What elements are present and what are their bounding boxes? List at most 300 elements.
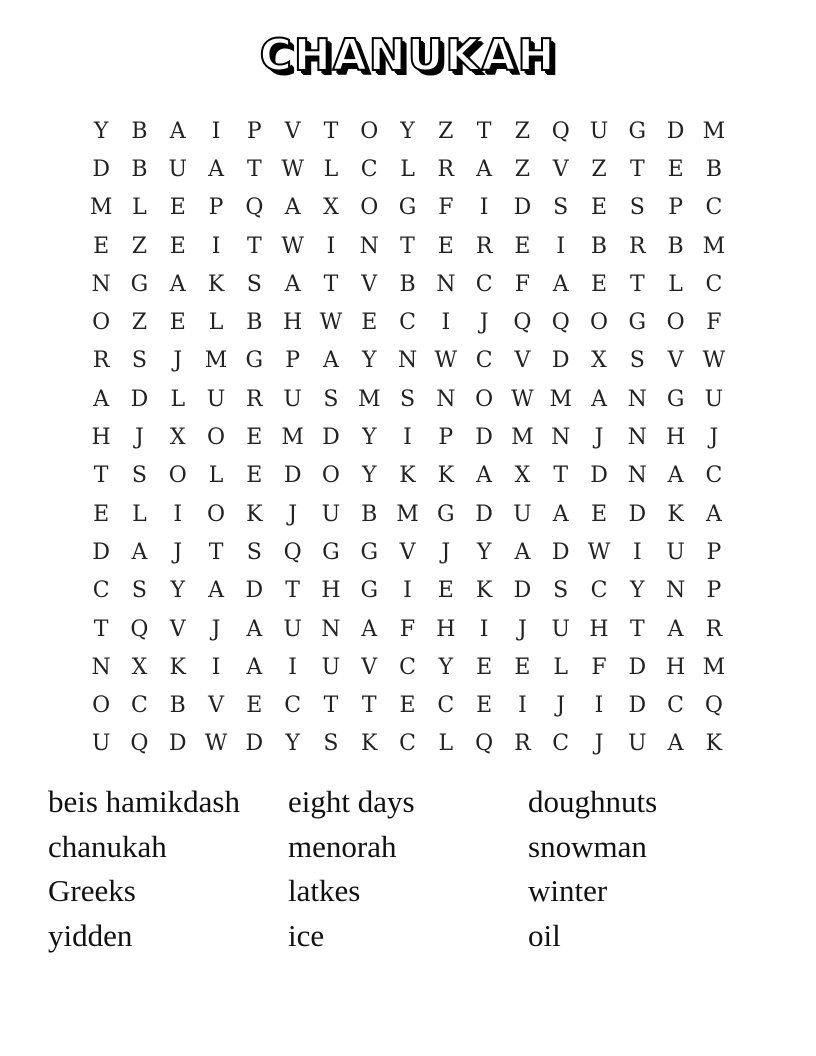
grid-letter: D <box>92 539 110 565</box>
grid-letter: W <box>281 156 304 182</box>
grid-letter: V <box>514 348 531 374</box>
grid-letter: L <box>438 731 454 757</box>
grid-letter: Y <box>361 463 377 489</box>
grid-letter: C <box>705 195 723 221</box>
grid-letter: F <box>591 654 607 680</box>
grid-letter: Y <box>93 118 109 144</box>
grid-letter: N <box>321 616 341 642</box>
grid-letter: I <box>518 693 527 719</box>
grid-letter: Q <box>513 310 532 336</box>
grid-letter: B <box>399 271 416 297</box>
grid-letter: I <box>211 118 221 144</box>
grid-letter: D <box>628 654 647 680</box>
grid-letter: J <box>709 425 719 451</box>
grid-letter: A <box>208 156 224 182</box>
grid-letter: B <box>361 501 378 527</box>
word-list-item: menorah <box>288 828 397 864</box>
grid-letter: C <box>667 693 685 719</box>
grid-letter: Z <box>131 233 148 259</box>
grid-letter: W <box>511 386 534 412</box>
grid-letter: C <box>92 578 110 604</box>
grid-letter: G <box>666 386 685 412</box>
grid-letter: J <box>594 425 604 451</box>
grid-letter: N <box>359 233 379 259</box>
grid-letter: U <box>589 118 609 144</box>
word-list-item: eight days <box>288 784 415 819</box>
grid-letter: A <box>705 501 722 527</box>
grid-letter: H <box>436 616 456 642</box>
grid-letter: E <box>361 310 378 336</box>
grid-letter: L <box>132 195 147 221</box>
grid-letter: X <box>131 654 148 680</box>
grid-letter: J <box>594 731 604 757</box>
grid-letter: Y <box>170 578 185 604</box>
grid-letter: A <box>591 386 607 412</box>
grid-letter: B <box>667 233 684 259</box>
grid-letter: B <box>131 118 148 144</box>
grid-letter: D <box>130 386 149 412</box>
grid-letter: R <box>246 386 263 412</box>
grid-letter: Q <box>245 195 264 221</box>
grid-letter: V <box>169 616 186 642</box>
grid-letter: A <box>322 348 339 374</box>
grid-letter: G <box>437 501 455 527</box>
grid-letter: G <box>245 348 264 374</box>
grid-letter: C <box>475 271 493 297</box>
grid-letter: O <box>666 310 685 336</box>
word-list-item: chanukah <box>48 828 167 864</box>
grid-letter: K <box>207 271 225 297</box>
word-list <box>48 780 768 958</box>
grid-letter: D <box>513 195 532 221</box>
grid-letter: T <box>476 118 492 144</box>
grid-letter: J <box>135 425 144 451</box>
word-list-item: winter <box>528 873 608 908</box>
grid-letter: S <box>553 195 569 221</box>
grid-letter: R <box>629 233 646 259</box>
grid-letter: C <box>437 693 455 719</box>
grid-letter: K <box>169 654 186 680</box>
grid-letter: N <box>627 463 647 489</box>
grid-letter: K <box>437 463 455 489</box>
grid-letter: I <box>403 425 412 451</box>
grid-letter: L <box>208 463 224 489</box>
grid-letter: Y <box>630 578 645 604</box>
grid-letter: D <box>475 501 493 527</box>
grid-letter: E <box>93 501 110 527</box>
grid-letter: M <box>549 386 572 412</box>
grid-letter: C <box>284 693 302 719</box>
word-list-item: ice <box>288 917 325 953</box>
grid-letter: T <box>208 539 224 565</box>
grid-letter: S <box>131 348 147 374</box>
word-list-item: oil <box>528 917 561 953</box>
grid-letter: O <box>168 463 187 489</box>
grid-letter: I <box>211 233 221 259</box>
grid-letter: E <box>246 693 263 719</box>
grid-letter: T <box>246 156 262 182</box>
grid-letter: D <box>666 118 685 144</box>
grid-letter: Z <box>514 156 531 182</box>
grid-letter: U <box>704 386 724 412</box>
grid-letter: D <box>475 425 493 451</box>
word-list-item: latkes <box>288 873 361 908</box>
grid-letter: T <box>285 578 300 604</box>
grid-letter: S <box>131 463 147 489</box>
grid-letter: D <box>628 693 647 719</box>
grid-letter: P <box>438 425 454 451</box>
grid-letter: C <box>399 731 416 757</box>
grid-letter: H <box>589 616 609 642</box>
grid-letter: A <box>514 539 531 565</box>
grid-letter: Q <box>283 539 302 565</box>
grid-letter: I <box>441 310 451 336</box>
grid-letter: A <box>476 156 493 182</box>
word-list-item: beis hamikdash <box>48 784 240 819</box>
grid-letter: I <box>479 616 489 642</box>
grid-letter: F <box>399 616 416 642</box>
grid-letter: U <box>283 386 302 412</box>
grid-letter: A <box>169 271 186 297</box>
grid-letter: O <box>92 693 111 719</box>
grid-letter: V <box>399 539 416 565</box>
grid-letter: O <box>207 425 226 451</box>
grid-letter: Z <box>438 118 454 144</box>
grid-letter: O <box>589 310 609 336</box>
grid-letter: K <box>705 731 723 757</box>
grid-letter: D <box>322 425 340 451</box>
grid-letter: D <box>590 463 608 489</box>
grid-letter: A <box>208 578 224 604</box>
grid-letter: E <box>169 233 186 259</box>
grid-letter: Z <box>514 118 531 144</box>
grid-letter: Q <box>704 693 723 719</box>
grid-letter: C <box>399 654 416 680</box>
grid-letter: E <box>590 271 608 297</box>
grid-letter: F <box>706 310 722 336</box>
grid-letter: V <box>667 348 684 374</box>
grid-letter: S <box>131 578 147 604</box>
grid-letter: O <box>207 501 226 527</box>
grid-letter: X <box>514 463 531 489</box>
grid-letter: S <box>246 271 262 297</box>
grid-letter: Y <box>361 425 377 451</box>
grid-letter: N <box>627 425 647 451</box>
grid-letter: V <box>552 156 569 182</box>
grid-letter: E <box>437 578 454 604</box>
grid-letter: J <box>556 693 566 719</box>
grid-letter: D <box>245 731 264 757</box>
grid-letter: C <box>131 693 148 719</box>
grid-letter: S <box>553 578 569 604</box>
grid-letter: T <box>323 693 339 719</box>
grid-letter: X <box>323 195 339 221</box>
grid-letter: I <box>479 195 489 221</box>
grid-letter: B <box>590 233 608 259</box>
grid-letter: L <box>400 156 415 182</box>
grid-letter: I <box>556 233 566 259</box>
grid-letter: S <box>399 386 416 412</box>
grid-letter: C <box>590 578 608 604</box>
grid-letter: D <box>513 578 532 604</box>
grid-letter: N <box>627 386 647 412</box>
grid-letter: C <box>475 348 493 374</box>
grid-letter: R <box>475 233 493 259</box>
grid-letter: U <box>206 386 226 412</box>
grid-letter: F <box>514 271 531 297</box>
grid-letter: T <box>400 233 415 259</box>
grid-letter: L <box>170 386 186 412</box>
grid-letter: J <box>211 616 221 642</box>
page-title: CHANUKAH <box>259 30 557 81</box>
grid-letter: E <box>514 233 531 259</box>
grid-letter: B <box>169 693 186 719</box>
grid-letter: G <box>360 578 379 604</box>
grid-letter: E <box>590 195 608 221</box>
grid-letter: E <box>246 463 263 489</box>
grid-letter: U <box>513 501 532 527</box>
grid-letter: H <box>283 310 303 336</box>
grid-letter: P <box>706 578 722 604</box>
grid-letter: E <box>169 195 186 221</box>
grid-letter: W <box>319 310 343 336</box>
grid-letter: U <box>168 156 188 182</box>
grid-letter: T <box>323 271 339 297</box>
grid-letter: H <box>321 578 341 604</box>
grid-letter: Q <box>551 118 570 144</box>
grid-letter: H <box>666 425 686 451</box>
grid-letter: R <box>437 156 455 182</box>
grid-letter: Q <box>551 310 570 336</box>
grid-letter: V <box>361 271 378 297</box>
grid-letter: E <box>514 654 531 680</box>
letter-grid <box>82 112 734 763</box>
grid-letter: I <box>211 654 221 680</box>
grid-letter: L <box>668 271 683 297</box>
grid-letter: A <box>667 463 684 489</box>
grid-letter: D <box>245 578 264 604</box>
grid-letter: A <box>667 731 684 757</box>
grid-letter: T <box>629 156 645 182</box>
grid-letter: N <box>397 348 418 374</box>
grid-letter: O <box>475 386 494 412</box>
grid-letter: W <box>434 348 458 374</box>
grid-letter: E <box>476 654 493 680</box>
grid-letter: N <box>91 654 111 680</box>
grid-letter: E <box>667 156 684 182</box>
grid-letter: D <box>628 501 647 527</box>
grid-letter: D <box>168 731 187 757</box>
grid-letter: T <box>553 463 569 489</box>
grid-letter: G <box>360 539 379 565</box>
grid-letter: H <box>91 425 111 451</box>
grid-letter: V <box>284 118 301 144</box>
grid-letter: Y <box>400 118 415 144</box>
grid-letter: T <box>93 463 109 489</box>
grid-letter: K <box>475 578 493 604</box>
grid-letter: J <box>173 539 183 565</box>
grid-letter: V <box>208 693 224 719</box>
grid-letter: K <box>667 501 684 527</box>
grid-letter: T <box>93 616 109 642</box>
grid-letter: T <box>629 616 645 642</box>
grid-letter: Y <box>361 348 377 374</box>
grid-letter: O <box>360 195 379 221</box>
grid-letter: K <box>246 501 263 527</box>
grid-letter: X <box>591 348 607 374</box>
grid-letter: L <box>323 156 339 182</box>
grid-letter: I <box>403 578 412 604</box>
grid-letter: N <box>551 425 571 451</box>
word-list-item: yidden <box>48 917 133 953</box>
grid-letter: P <box>706 539 722 565</box>
grid-letter: P <box>668 195 683 221</box>
grid-letter: C <box>705 463 723 489</box>
grid-letter: R <box>705 616 723 642</box>
grid-letter: T <box>323 118 339 144</box>
grid-letter: U <box>283 616 302 642</box>
grid-letter: M <box>511 425 534 451</box>
grid-letter: M <box>702 654 726 680</box>
grid-letter: M <box>396 501 419 527</box>
grid-letter: A <box>93 386 110 412</box>
grid-letter: W <box>702 348 726 374</box>
grid-letter: K <box>399 463 416 489</box>
grid-letter: M <box>702 118 726 144</box>
grid-letter: P <box>285 348 301 374</box>
grid-letter: Y <box>476 539 492 565</box>
grid-letter: A <box>667 616 684 642</box>
grid-letter: I <box>326 233 336 259</box>
word-list-item: doughnuts <box>528 784 658 819</box>
grid-letter: A <box>284 271 301 297</box>
grid-letter: O <box>321 463 340 489</box>
grid-letter: L <box>553 654 569 680</box>
grid-letter: L <box>132 501 147 527</box>
grid-letter: U <box>551 616 570 642</box>
grid-letter: T <box>246 233 262 259</box>
grid-letter: U <box>628 731 647 757</box>
grid-letter: M <box>204 348 228 374</box>
grid-letter: A <box>552 271 569 297</box>
grid-letter: E <box>246 425 263 451</box>
grid-letter: S <box>629 195 645 221</box>
grid-letter: I <box>594 693 604 719</box>
grid-letter: J <box>441 539 451 565</box>
grid-letter: U <box>321 654 341 680</box>
grid-letter: Y <box>438 654 454 680</box>
word-list-item: Greeks <box>48 873 136 908</box>
grid-letter: Q <box>130 616 149 642</box>
grid-letter: W <box>587 539 611 565</box>
grid-letter: Q <box>130 731 149 757</box>
grid-letter: G <box>628 118 647 144</box>
grid-letter: S <box>323 386 339 412</box>
grid-letter: B <box>705 156 722 182</box>
grid-letter: O <box>360 118 379 144</box>
grid-letter: U <box>321 501 341 527</box>
grid-letter: Q <box>475 731 494 757</box>
grid-letter: I <box>173 501 183 527</box>
grid-letter: U <box>666 539 685 565</box>
grid-letter: G <box>398 195 417 221</box>
grid-letter: V <box>361 654 378 680</box>
grid-letter: E <box>399 693 416 719</box>
grid-letter: J <box>173 348 183 374</box>
grid-letter: A <box>284 195 301 221</box>
grid-letter: M <box>89 195 113 221</box>
grid-letter: E <box>437 233 454 259</box>
grid-letter: D <box>283 463 302 489</box>
grid-letter: C <box>552 731 570 757</box>
grid-letter: N <box>436 271 456 297</box>
grid-letter: D <box>92 156 110 182</box>
grid-letter: G <box>322 539 340 565</box>
grid-letter: Z <box>131 310 148 336</box>
grid-letter: G <box>130 271 149 297</box>
grid-letter: K <box>361 731 378 757</box>
grid-letter: P <box>208 195 224 221</box>
grid-letter: B <box>246 310 263 336</box>
grid-letter: N <box>665 578 686 604</box>
grid-letter: S <box>629 348 645 374</box>
grid-letter: C <box>705 271 723 297</box>
grid-letter: T <box>361 693 377 719</box>
grid-letter: W <box>281 233 304 259</box>
grid-letter: X <box>169 425 186 451</box>
grid-letter: A <box>476 463 493 489</box>
grid-letter: H <box>666 654 686 680</box>
grid-letter: B <box>131 156 148 182</box>
grid-letter: A <box>246 616 263 642</box>
grid-letter: M <box>702 233 726 259</box>
grid-letter: I <box>288 654 297 680</box>
grid-letter: E <box>169 310 186 336</box>
grid-letter: G <box>628 310 647 336</box>
grid-letter: Y <box>285 731 300 757</box>
grid-letter: A <box>169 118 186 144</box>
grid-letter: J <box>518 616 527 642</box>
grid-letter: A <box>552 501 569 527</box>
grid-letter: J <box>288 501 298 527</box>
grid-letter: C <box>360 156 378 182</box>
grid-letter: D <box>551 539 570 565</box>
grid-letter: T <box>629 271 645 297</box>
grid-letter: D <box>551 348 570 374</box>
grid-letter: A <box>246 654 263 680</box>
grid-letter: A <box>361 616 378 642</box>
word-list-item: snowman <box>528 828 647 864</box>
grid-letter: Z <box>591 156 607 182</box>
grid-letter: U <box>91 731 111 757</box>
grid-letter: O <box>92 310 111 336</box>
grid-letter: E <box>476 693 493 719</box>
grid-letter: S <box>323 731 339 757</box>
grid-letter: E <box>590 501 608 527</box>
grid-letter: C <box>399 310 416 336</box>
grid-letter: E <box>93 233 110 259</box>
grid-letter: M <box>357 386 381 412</box>
grid-letter: N <box>91 271 111 297</box>
grid-letter: W <box>204 731 228 757</box>
grid-letter: J <box>479 310 489 336</box>
grid-letter: I <box>632 539 642 565</box>
grid-letter: A <box>131 539 148 565</box>
grid-letter: S <box>246 539 262 565</box>
grid-letter: L <box>208 310 224 336</box>
grid-letter: M <box>281 425 304 451</box>
grid-letter: F <box>438 195 454 221</box>
